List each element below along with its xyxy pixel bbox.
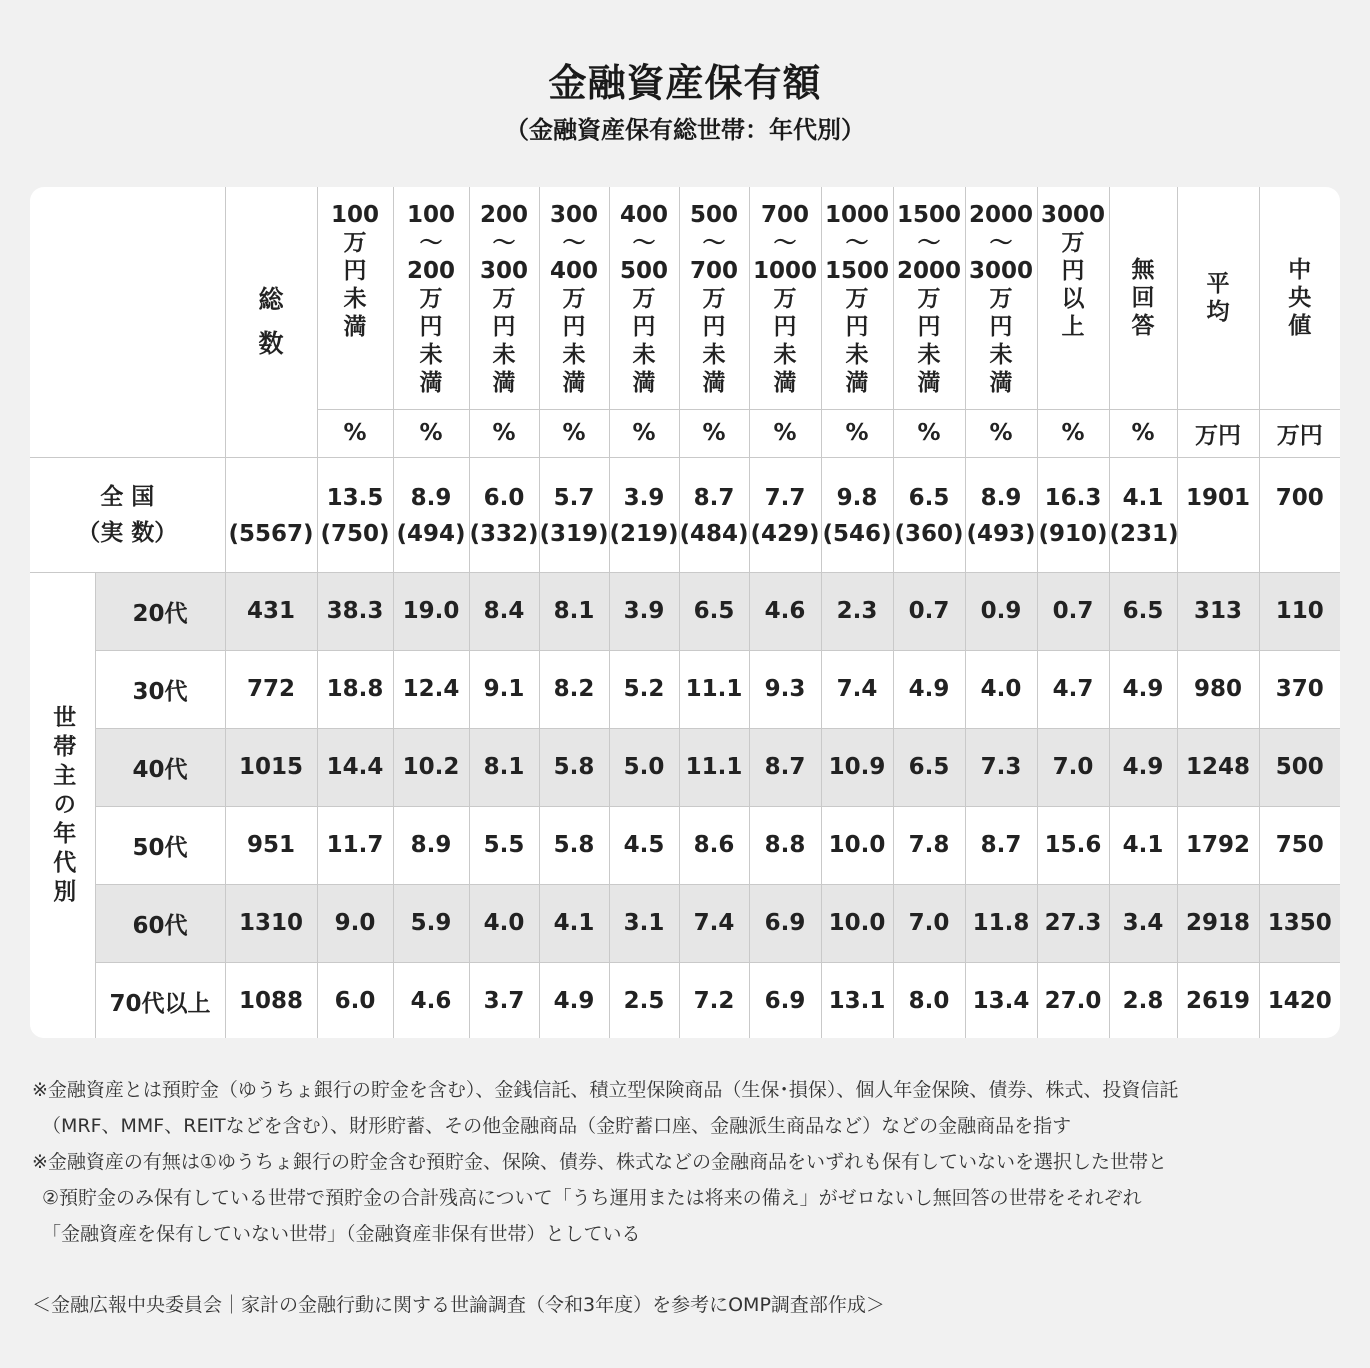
column-header-text: 万	[419, 286, 443, 312]
group-label-text: 世帯主の年代別	[49, 704, 76, 908]
column-header-text: 100	[330, 202, 379, 228]
national-percent: 5.7	[553, 484, 595, 511]
value-cell: 7.3	[965, 728, 1037, 806]
average-cell: 313	[1177, 572, 1259, 650]
value-cell: 10.0	[821, 806, 893, 884]
national-cell	[749, 457, 821, 572]
national-count: (219)	[609, 520, 679, 547]
value-cell: 8.6	[679, 806, 749, 884]
unit-label: %	[393, 409, 469, 457]
value-cell: 8.1	[469, 728, 539, 806]
column-header	[749, 187, 821, 409]
total-cell: 1015	[225, 728, 317, 806]
national-label-line: 全 国	[100, 483, 155, 510]
footnote-line: ②預貯金のみ保有している世帯で預貯金の合計残高について「うち運用または将来の備え」がゼロないし無回答の世帯をそれぞれ	[42, 1187, 1142, 1209]
column-header-text: 満	[343, 314, 367, 340]
column-header	[1037, 187, 1109, 409]
column-header-text: 円	[492, 314, 516, 340]
column-header-text: 3000	[1040, 202, 1105, 228]
column-header-text: 〜	[773, 230, 797, 256]
column-header	[469, 187, 539, 409]
national-count: (319)	[539, 520, 609, 547]
value-cell: 4.6	[749, 572, 821, 650]
column-header-text: 円	[773, 314, 797, 340]
column-header	[821, 187, 893, 409]
column-header-text: 数	[258, 328, 284, 358]
footnote-line: ※金融資産とは預貯金（ゆうちょ銀行の貯金を含む）、金銭信託、積立型保険商品（生保･損保）、個人年金保険、債券、株式、投資信託	[32, 1079, 1179, 1101]
value-cell: 5.2	[609, 650, 679, 728]
value-cell: 6.5	[1109, 572, 1177, 650]
column-header-text: 万	[917, 286, 941, 312]
value-cell: 2.8	[1109, 962, 1177, 1038]
value-cell: 11.1	[679, 650, 749, 728]
page-title: 金融資産保有額	[548, 61, 822, 105]
median-cell: 1350	[1259, 884, 1340, 962]
page-subtitle: （金融資産保有総世帯：年代別）	[505, 116, 865, 144]
national-cell	[539, 457, 609, 572]
value-cell: 10.2	[393, 728, 469, 806]
value-cell: 4.9	[1109, 728, 1177, 806]
unit-label: 万円	[1259, 409, 1340, 457]
value-cell: 4.7	[1037, 650, 1109, 728]
column-header	[317, 187, 393, 409]
column-header-text: 200	[406, 258, 455, 284]
column-header-text: 〜	[989, 230, 1013, 256]
column-header-text: 〜	[419, 230, 443, 256]
table-row	[30, 806, 1340, 884]
value-cell: 5.5	[469, 806, 539, 884]
value-cell: 8.0	[893, 962, 965, 1038]
value-cell: 8.8	[749, 806, 821, 884]
value-cell: 7.0	[1037, 728, 1109, 806]
value-cell: 18.8	[317, 650, 393, 728]
value-cell: 0.9	[965, 572, 1037, 650]
column-header	[965, 187, 1037, 409]
national-cell	[965, 457, 1037, 572]
unit-label: %	[317, 409, 393, 457]
unit-label: %	[749, 409, 821, 457]
national-count: (493)	[966, 520, 1036, 547]
column-header-text: 2000	[968, 202, 1033, 228]
column-header-text: 万	[632, 286, 656, 312]
median-cell: 750	[1259, 806, 1340, 884]
age-label: 70代以上	[95, 962, 225, 1038]
national-percent: 6.5	[908, 484, 950, 511]
column-header-text: 200	[479, 202, 528, 228]
value-cell: 13.4	[965, 962, 1037, 1038]
value-cell: 5.0	[609, 728, 679, 806]
column-header-text: 上	[1061, 314, 1085, 340]
column-header-text: 未	[419, 342, 443, 368]
national-cell	[821, 457, 893, 572]
national-cell	[893, 457, 965, 572]
value-cell: 8.2	[539, 650, 609, 728]
value-cell: 7.8	[893, 806, 965, 884]
value-cell: 9.1	[469, 650, 539, 728]
column-header-text: 〜	[492, 230, 516, 256]
national-count: (484)	[679, 520, 749, 547]
median-cell: 500	[1259, 728, 1340, 806]
age-label: 50代	[95, 806, 225, 884]
national-cell	[317, 457, 393, 572]
national-cell	[1109, 457, 1177, 572]
column-header-text: 〜	[632, 230, 656, 256]
value-cell: 5.8	[539, 728, 609, 806]
column-header-text: 万	[1061, 230, 1085, 256]
column-header-text: 円	[632, 314, 656, 340]
median-cell: 110	[1259, 572, 1340, 650]
value-cell: 7.2	[679, 962, 749, 1038]
national-cell	[679, 457, 749, 572]
national-count: (360)	[894, 520, 964, 547]
column-header-text: 円	[343, 258, 367, 284]
column-header-text: 万	[702, 286, 726, 312]
corner-cell	[30, 187, 225, 457]
national-median: 700	[1259, 457, 1340, 572]
average-cell: 2918	[1177, 884, 1259, 962]
national-percent: 16.3	[1044, 484, 1102, 511]
table-card	[30, 187, 1340, 1038]
value-cell: 5.8	[539, 806, 609, 884]
national-percent: 8.9	[410, 484, 452, 511]
age-label: 40代	[95, 728, 225, 806]
value-cell: 9.3	[749, 650, 821, 728]
value-cell: 6.5	[679, 572, 749, 650]
column-header-text: 満	[632, 370, 656, 396]
column-header-text: 円	[1061, 258, 1085, 284]
median-cell: 370	[1259, 650, 1340, 728]
value-cell: 10.0	[821, 884, 893, 962]
national-percent: 13.5	[326, 484, 384, 511]
footnote-line: 「金融資産を保有していない世帯」（金融資産非保有世帯）としている	[42, 1223, 641, 1245]
column-header-text: 未	[773, 342, 797, 368]
value-cell: 15.6	[1037, 806, 1109, 884]
value-cell: 11.8	[965, 884, 1037, 962]
value-cell: 4.6	[393, 962, 469, 1038]
value-cell: 9.0	[317, 884, 393, 962]
column-header-text: 1000	[824, 202, 889, 228]
national-count: (546)	[822, 520, 892, 547]
table-row	[30, 728, 1340, 806]
average-cell: 1248	[1177, 728, 1259, 806]
column-header-text: 1500	[896, 202, 961, 228]
average-cell: 1792	[1177, 806, 1259, 884]
column-header-text: 未	[562, 342, 586, 368]
value-cell: 8.7	[965, 806, 1037, 884]
unit-label: %	[679, 409, 749, 457]
value-cell: 6.9	[749, 962, 821, 1038]
national-percent: 3.9	[623, 484, 665, 511]
column-header-text: 円	[989, 314, 1013, 340]
footnote-line: ※金融資産の有無は①ゆうちょ銀行の貯金含む預貯金、保険、債券、株式などの金融商品をいずれも保有していないを選択した世帯と	[32, 1151, 1167, 1173]
national-percent: 8.7	[693, 484, 735, 511]
column-header	[225, 187, 317, 457]
total-cell: 1310	[225, 884, 317, 962]
national-percent: 8.9	[980, 484, 1022, 511]
national-count: (910)	[1038, 520, 1108, 547]
column-header	[393, 187, 469, 409]
column-header-text: 500	[619, 258, 668, 284]
footnotes	[32, 1072, 1352, 1252]
value-cell: 11.1	[679, 728, 749, 806]
national-cell	[469, 457, 539, 572]
column-header-text: 300	[549, 202, 598, 228]
column-header-text: 〜	[702, 230, 726, 256]
column-header-text: 2000	[896, 258, 961, 284]
age-label: 30代	[95, 650, 225, 728]
national-count: (231)	[1109, 520, 1179, 547]
column-header-text: 未	[989, 342, 1013, 368]
value-cell: 4.9	[1109, 650, 1177, 728]
value-cell: 7.0	[893, 884, 965, 962]
column-header-text: 円	[419, 314, 443, 340]
value-cell: 27.3	[1037, 884, 1109, 962]
unit-label: %	[539, 409, 609, 457]
value-cell: 4.0	[965, 650, 1037, 728]
table-row	[30, 884, 1340, 962]
value-cell: 27.0	[1037, 962, 1109, 1038]
value-cell: 4.9	[539, 962, 609, 1038]
column-header-text: 未	[917, 342, 941, 368]
unit-label: %	[1109, 409, 1177, 457]
value-cell: 0.7	[1037, 572, 1109, 650]
column-header-text: 満	[562, 370, 586, 396]
value-cell: 4.1	[1109, 806, 1177, 884]
column-header-text: 万	[343, 230, 367, 256]
national-cell	[1037, 457, 1109, 572]
unit-label: %	[821, 409, 893, 457]
value-cell: 3.9	[609, 572, 679, 650]
value-cell: 6.0	[317, 962, 393, 1038]
value-cell: 6.5	[893, 728, 965, 806]
column-header-text: 500	[689, 202, 738, 228]
national-count: (332)	[469, 520, 539, 547]
column-header	[893, 187, 965, 409]
value-cell: 7.4	[679, 884, 749, 962]
value-cell: 2.3	[821, 572, 893, 650]
unit-label: %	[1037, 409, 1109, 457]
column-header-text: 未	[632, 342, 656, 368]
value-cell: 11.7	[317, 806, 393, 884]
column-header-text: 回	[1131, 284, 1155, 311]
value-cell: 5.9	[393, 884, 469, 962]
national-cell	[393, 457, 469, 572]
national-average: 1901	[1177, 457, 1259, 572]
column-header-text: 3000	[968, 258, 1033, 284]
value-cell: 13.1	[821, 962, 893, 1038]
column-header-text: 300	[479, 258, 528, 284]
column-header-text: 400	[619, 202, 668, 228]
column-header-text: 万	[989, 286, 1013, 312]
column-header-text: 満	[492, 370, 516, 396]
value-cell: 8.9	[393, 806, 469, 884]
column-header-text: 平	[1206, 270, 1230, 297]
column-header-text: 〜	[917, 230, 941, 256]
national-label	[30, 457, 225, 572]
column-header-text: 未	[343, 286, 367, 312]
column-header-text: 万	[492, 286, 516, 312]
column-header-text: 100	[406, 202, 455, 228]
column-header-text: 円	[562, 314, 586, 340]
column-header-text: 万	[773, 286, 797, 312]
column-header-text: 満	[989, 370, 1013, 396]
column-header-text: 満	[773, 370, 797, 396]
data-table	[30, 187, 1340, 1038]
value-cell: 4.5	[609, 806, 679, 884]
column-header-text: 満	[702, 370, 726, 396]
column-header-text: 円	[845, 314, 869, 340]
footnote-line: （MRF、MMF、REITなどを含む）、財形貯蓄、その他金融商品（金貯蓄口座、金融派生商品など）などの金融商品を指す	[42, 1115, 1072, 1137]
column-header-text: 万	[845, 286, 869, 312]
column-header-text: 1000	[752, 258, 817, 284]
value-cell: 8.7	[749, 728, 821, 806]
unit-label: %	[893, 409, 965, 457]
value-cell: 4.1	[539, 884, 609, 962]
column-header-text: 700	[689, 258, 738, 284]
national-label-line: （実 数）	[77, 519, 178, 546]
median-cell: 1420	[1259, 962, 1340, 1038]
column-header-text: 値	[1288, 312, 1312, 339]
table-row	[30, 572, 1340, 650]
average-cell: 980	[1177, 650, 1259, 728]
age-label: 20代	[95, 572, 225, 650]
value-cell: 4.0	[469, 884, 539, 962]
table-row	[30, 650, 1340, 728]
age-label: 60代	[95, 884, 225, 962]
value-cell: 6.9	[749, 884, 821, 962]
national-percent: 4.1	[1122, 484, 1164, 511]
group-label	[30, 572, 95, 1038]
column-header-text: 均	[1206, 298, 1230, 325]
value-cell: 38.3	[317, 572, 393, 650]
unit-label: %	[609, 409, 679, 457]
column-header-text: 以	[1061, 286, 1085, 312]
unit-label: 万円	[1177, 409, 1259, 457]
national-count: (750)	[320, 520, 390, 547]
column-header	[1177, 187, 1259, 409]
total-cell: 951	[225, 806, 317, 884]
value-cell: 3.7	[469, 962, 539, 1038]
value-cell: 4.9	[893, 650, 965, 728]
column-header	[679, 187, 749, 409]
value-cell: 12.4	[393, 650, 469, 728]
value-cell: 14.4	[317, 728, 393, 806]
value-cell: 8.4	[469, 572, 539, 650]
national-percent: 7.7	[764, 484, 806, 511]
column-header-text: 央	[1288, 284, 1312, 311]
total-cell: 772	[225, 650, 317, 728]
value-cell: 3.1	[609, 884, 679, 962]
national-percent: 9.8	[836, 484, 878, 511]
unit-label: %	[469, 409, 539, 457]
value-cell: 0.7	[893, 572, 965, 650]
table-row	[30, 962, 1340, 1038]
column-header	[539, 187, 609, 409]
source-note: ＜金融広報中央委員会｜家計の金融行動に関する世論調査（令和3年度）を参考にOMP調査部作成＞	[32, 1294, 885, 1316]
column-header-text: 未	[845, 342, 869, 368]
column-header-text: 未	[492, 342, 516, 368]
column-header-text: 700	[760, 202, 809, 228]
value-cell: 8.1	[539, 572, 609, 650]
total-cell: 1088	[225, 962, 317, 1038]
column-header-text: 満	[845, 370, 869, 396]
column-header-text: 〜	[562, 230, 586, 256]
column-header-text: 400	[549, 258, 598, 284]
column-header-text: 円	[917, 314, 941, 340]
national-cell	[609, 457, 679, 572]
value-cell: 2.5	[609, 962, 679, 1038]
column-header-text: 中	[1288, 256, 1312, 283]
value-cell: 19.0	[393, 572, 469, 650]
column-header-text: 万	[562, 286, 586, 312]
national-total: (5567)	[225, 457, 317, 572]
column-header-text: 1500	[824, 258, 889, 284]
column-header	[1259, 187, 1340, 409]
column-header-text: 満	[419, 370, 443, 396]
value-cell: 7.4	[821, 650, 893, 728]
average-cell: 2619	[1177, 962, 1259, 1038]
column-header-text: 総	[258, 284, 284, 314]
national-count: (429)	[750, 520, 820, 547]
column-header-text: 満	[917, 370, 941, 396]
column-header-text: 無	[1131, 256, 1155, 283]
total-cell: 431	[225, 572, 317, 650]
national-percent: 6.0	[483, 484, 525, 511]
unit-label: %	[965, 409, 1037, 457]
column-header-text: 答	[1131, 312, 1155, 339]
national-count: (494)	[396, 520, 466, 547]
value-cell: 10.9	[821, 728, 893, 806]
value-cell: 3.4	[1109, 884, 1177, 962]
column-header-text: 未	[702, 342, 726, 368]
column-header-text: 円	[702, 314, 726, 340]
column-header-text: 〜	[845, 230, 869, 256]
column-header	[1109, 187, 1177, 409]
column-header	[609, 187, 679, 409]
